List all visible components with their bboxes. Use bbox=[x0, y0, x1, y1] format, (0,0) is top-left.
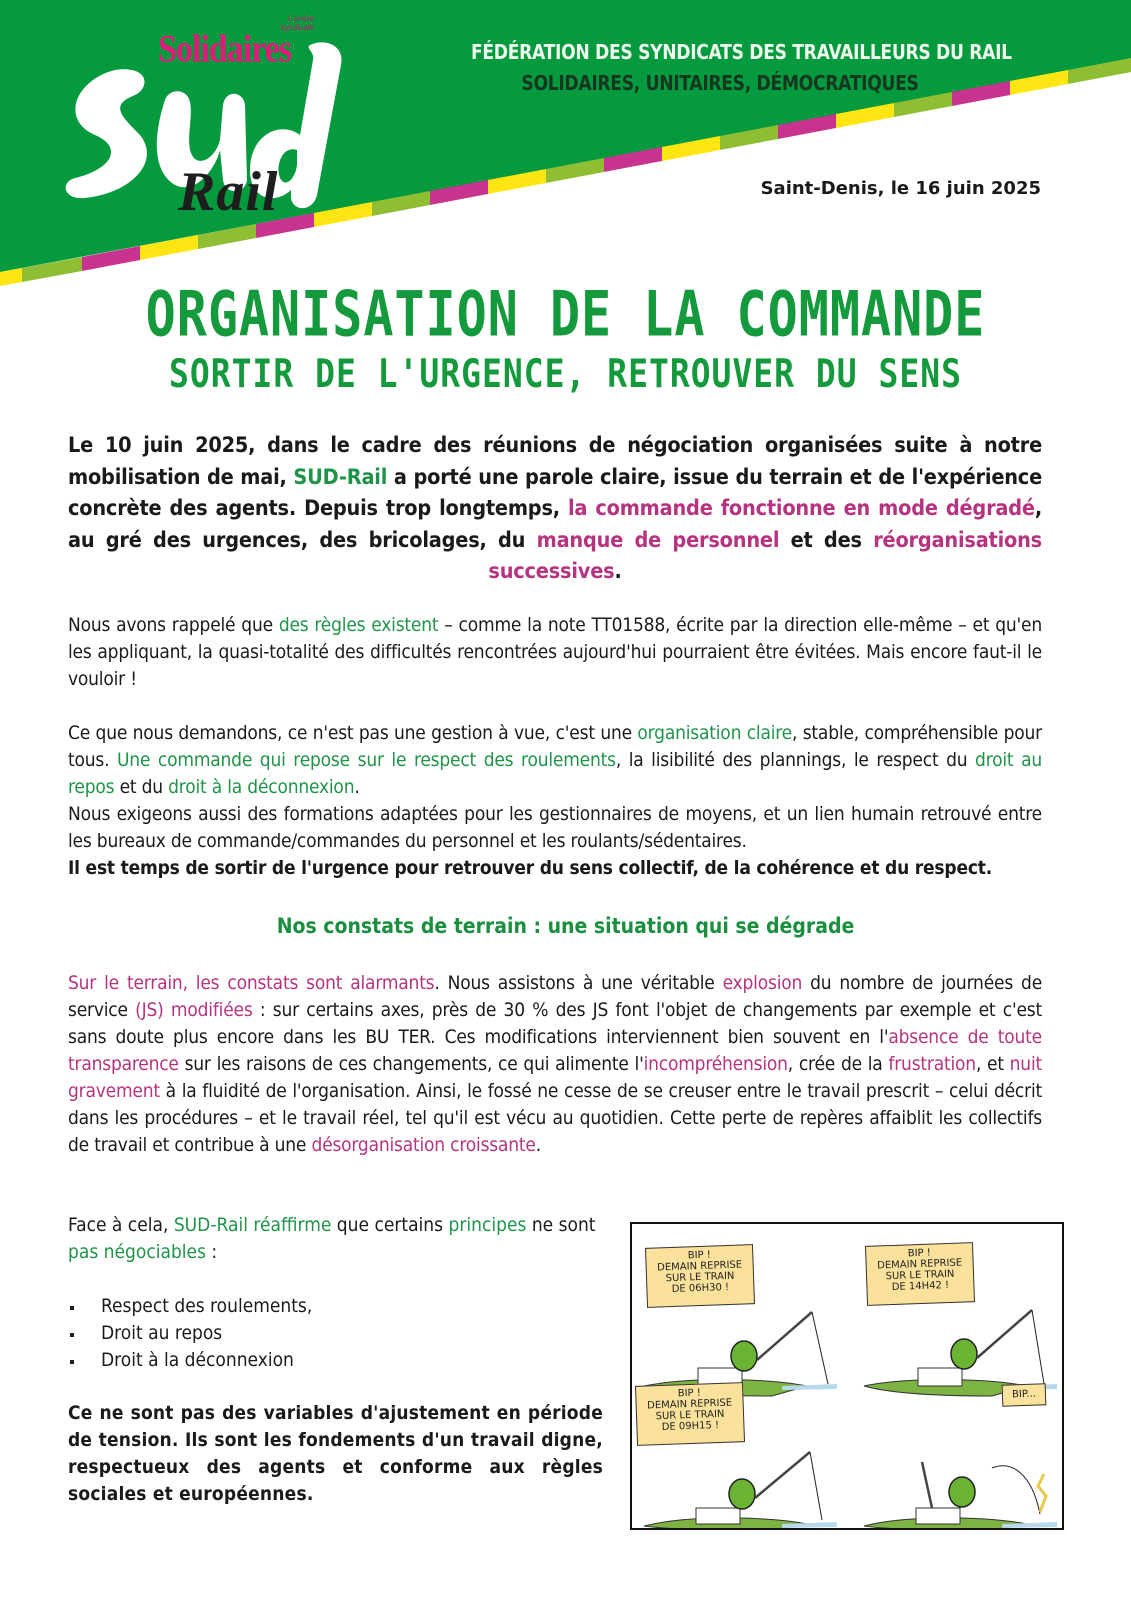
paragraph-training bbox=[68, 801, 1042, 882]
speech-bubble-2 bbox=[865, 1242, 975, 1306]
panel-3-scene bbox=[644, 1452, 837, 1528]
highlight: désorganisation croissante bbox=[311, 1134, 536, 1156]
highlight: droit au repos bbox=[68, 749, 1042, 798]
highlight: la commande fonctionne en mode dégradé bbox=[568, 496, 1035, 521]
bubble-line: DEMAIN REPRISE bbox=[877, 1257, 963, 1272]
bubble-line: BIP ! bbox=[677, 1387, 701, 1400]
text: . Nous assistons à une véritable bbox=[434, 972, 723, 994]
text: et des bbox=[779, 527, 874, 553]
paragraph-demands bbox=[68, 720, 1042, 801]
text: du nombre de journées de service bbox=[68, 972, 1043, 1021]
union-line-1: L'union bbox=[288, 14, 314, 23]
principles-intro bbox=[68, 1212, 603, 1266]
text: . bbox=[535, 1134, 541, 1156]
section-heading: Nos constats de terrain : une situation qui se dégrade bbox=[276, 914, 855, 938]
list-item: Droit à la déconnexion bbox=[68, 1347, 603, 1374]
bubble-line: BIP ! bbox=[687, 1249, 711, 1262]
bubble-line: BIP... bbox=[1011, 1388, 1037, 1401]
place-date: Saint-Denis, le 16 juin 2025 bbox=[760, 178, 1041, 199]
bubble-line: DE 06H30 ! bbox=[671, 1281, 730, 1295]
highlight: absence de toute transparence bbox=[68, 1026, 1042, 1075]
text: , et bbox=[975, 1053, 1010, 1075]
closing-statement: Ce ne sont pas des variables d'ajustement en période de tension. Ils sont les fondements d'un travail digne, respectueux des agents et conforme aux règles sociales et européennes. bbox=[68, 1402, 603, 1505]
federation-subtitle: SOLIDAIRES, UNITAIRES, DÉMOCRATIQUES bbox=[521, 71, 919, 95]
union-line-2: syndicale bbox=[280, 23, 314, 32]
text: . bbox=[614, 559, 622, 584]
bubble-line: DE 14H42 ! bbox=[891, 1279, 950, 1293]
bubble-line: DEMAIN REPRISE bbox=[657, 1259, 743, 1274]
highlight: Une commande qui repose sur le respect des roulements bbox=[116, 749, 616, 771]
text: sur les raisons de ces changements, ce qui alimente l' bbox=[178, 1053, 644, 1075]
text: – comme la note TT01588, écrite par la direction elle-même – et qu'en les appliquant, la quasi-totalité des difficultés rencontrées aujourd'hui pourraient être évitées. Mais encore faut-il le vouloir ! bbox=[68, 614, 1043, 690]
list-item: Respect des roulements, bbox=[68, 1293, 603, 1320]
panel-4-scene bbox=[864, 1462, 1057, 1528]
page-subtitle: SORTIR DE L'URGENCE, RETROUVER DU SENS bbox=[169, 350, 962, 397]
highlight: incompréhension bbox=[643, 1053, 788, 1075]
highlight: réorganisations successives bbox=[488, 527, 1042, 584]
highlight: droit à la déconnexion bbox=[168, 776, 355, 798]
rail-logo-text: Rail bbox=[178, 161, 279, 223]
federation-title: FÉDÉRATION DES SYNDICATS DES TRAVAILLEURS DU RAIL bbox=[470, 40, 1012, 64]
bubble-line: DEMAIN REPRISE bbox=[647, 1397, 733, 1412]
text: que certains bbox=[331, 1214, 449, 1236]
text: , stable, compréhensible pour tous. bbox=[68, 722, 1042, 771]
text: Le 10 juin 2025, dans le cadre des réunions de négociation organisées suite à notre mobilisation de mai, bbox=[68, 433, 1042, 490]
paragraph-findings bbox=[68, 970, 1042, 1159]
highlight-sud-rail: SUD-Rail bbox=[293, 464, 388, 490]
highlight: nuit gravement bbox=[68, 1053, 1042, 1102]
text: , la lisibilité des plannings, le respect du bbox=[615, 749, 976, 771]
speech-bubble-1 bbox=[645, 1244, 755, 1308]
text: : sur certains axes, près de 30 % des JS font l'objet de changements par exemple et c'est sans doute plus encore dans les BU TER. Ces modifications interviennent bien souvent en l' bbox=[68, 999, 1042, 1048]
highlight: Sur le terrain, les constats sont alarmants bbox=[68, 972, 435, 994]
text: . bbox=[354, 776, 360, 798]
solidaires-logo-text: Solidaires bbox=[158, 28, 291, 71]
comic-strip bbox=[630, 1222, 1064, 1530]
text: : bbox=[205, 1241, 218, 1263]
highlight: frustration bbox=[888, 1053, 976, 1075]
bubble-line: SUR LE TRAIN bbox=[665, 1270, 735, 1285]
bubble-line: SUR LE TRAIN bbox=[885, 1268, 955, 1283]
highlight: organisation claire bbox=[637, 722, 792, 744]
list-item: Droit au repos bbox=[68, 1320, 603, 1347]
text: , crée de la bbox=[787, 1053, 889, 1075]
principles-list bbox=[68, 1293, 603, 1374]
highlight: principes bbox=[448, 1214, 527, 1236]
text: Face à cela, bbox=[68, 1214, 174, 1236]
text: a porté une parole claire, issue du terrain et de l'expérience concrète des agents. Depuis trop longtemps, bbox=[68, 464, 1042, 521]
text: , au gré des urgences, des bricolages, du bbox=[68, 496, 1042, 553]
bubble-line: SUR LE TRAIN bbox=[655, 1408, 725, 1423]
bold-statement: Il est temps de sortir de l'urgence pour retrouver du sens collectif, de la cohérence et du respect. bbox=[68, 857, 993, 879]
paragraph-rules bbox=[68, 612, 1042, 693]
speech-bubble-4 bbox=[1002, 1383, 1047, 1407]
highlight: manque de personnel bbox=[536, 527, 780, 553]
bubble-line: BIP ! bbox=[907, 1247, 931, 1260]
highlight: (JS) modifiées bbox=[135, 999, 253, 1021]
text: Ce que nous demandons, ce n'est pas une gestion à vue, c'est une bbox=[68, 722, 638, 744]
bubble-line: DE 09H15 ! bbox=[661, 1419, 720, 1433]
text: ne sont bbox=[526, 1214, 596, 1236]
speech-bubble-3 bbox=[635, 1382, 745, 1446]
highlight: explosion bbox=[722, 972, 803, 994]
highlight: SUD-Rail réaffirme bbox=[173, 1214, 332, 1236]
highlight: des règles existent bbox=[278, 614, 439, 636]
highlight: pas négociables bbox=[68, 1241, 206, 1263]
text: Nous exigeons aussi des formations adaptées pour les gestionnaires de moyens, et un lien humain retrouvé entre les bureaux de commande/commandes du personnel et les roulants/sédentaires. bbox=[68, 803, 1042, 852]
text: à la fluidité de l'organisation. Ainsi, le fossé ne cesse de se creuser entre le travail prescrit – celui décrit dans les procédures – et le travail réel, tel qu'il est vécu au quotidien. Cette perte de repères affaiblit les collectifs de travail et contribue à une bbox=[68, 1080, 1042, 1156]
page-title: ORGANISATION DE LA COMMANDE bbox=[145, 278, 986, 351]
text: et du bbox=[114, 776, 169, 798]
text: Nous avons rappelé que bbox=[68, 614, 279, 636]
intro-paragraph bbox=[68, 430, 1042, 588]
